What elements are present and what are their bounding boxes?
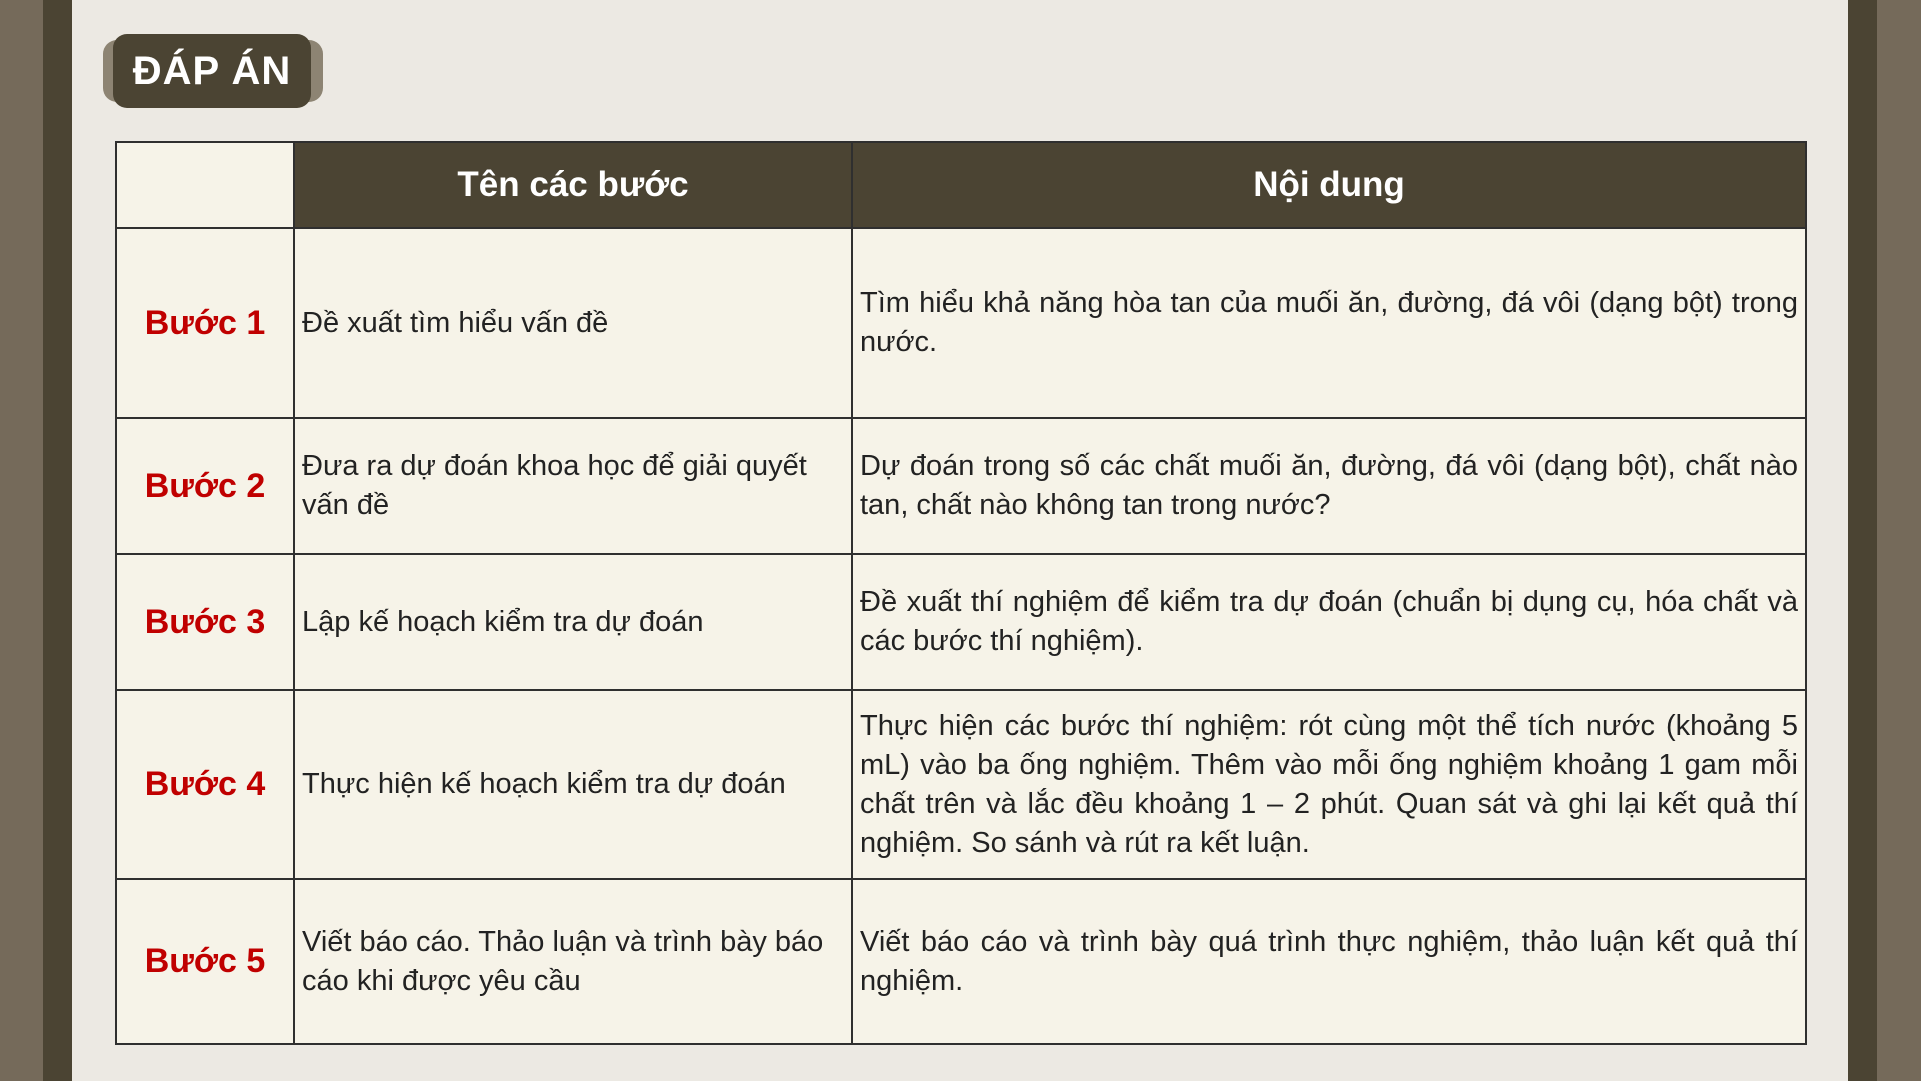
step-label: Bước 1: [116, 228, 294, 418]
header-step-name: Tên các bước: [294, 142, 852, 228]
step-content: Dự đoán trong số các chất muối ăn, đường, đá vôi (dạng bột), chất nào tan, chất nào không tan trong nước?: [852, 418, 1806, 554]
step-content: Đề xuất thí nghiệm để kiểm tra dự đoán (chuẩn bị dụng cụ, hóa chất và các bước thí nghiệm).: [852, 554, 1806, 690]
step-name: Viết báo cáo. Thảo luận và trình bày báo cáo khi được yêu cầu: [294, 879, 852, 1044]
table-row: [116, 554, 1806, 690]
table-row: [116, 690, 1806, 879]
frame-right-inner: [1848, 0, 1877, 1081]
step-content: Tìm hiểu khả năng hòa tan của muối ăn, đường, đá vôi (dạng bột) trong nước.: [852, 228, 1806, 418]
step-name: Thực hiện kế hoạch kiểm tra dự đoán: [294, 690, 852, 879]
header-content: Nội dung: [852, 142, 1806, 228]
frame-left-outer: [0, 0, 43, 1081]
frame-left-inner: [43, 0, 72, 1081]
table-row: [116, 228, 1806, 418]
step-name: Đề xuất tìm hiểu vấn đề: [294, 228, 852, 418]
table-header-row: [116, 142, 1806, 228]
step-name: Đưa ra dự đoán khoa học để giải quyết vấn đề: [294, 418, 852, 554]
step-content: Viết báo cáo và trình bày quá trình thực nghiệm, thảo luận kết quả thí nghiệm.: [852, 879, 1806, 1044]
steps-table: [115, 141, 1807, 1045]
frame-right-outer: [1877, 0, 1921, 1081]
step-name: Lập kế hoạch kiểm tra dự đoán: [294, 554, 852, 690]
table-row: [116, 418, 1806, 554]
step-content: Thực hiện các bước thí nghiệm: rót cùng một thể tích nước (khoảng 5 mL) vào ba ống nghiệm. Thêm vào mỗi ống nghiệm khoảng 1 gam mỗi chất trên và lắc đều khoảng 1 – 2 phút. Quan sát và ghi lại kết quả thí nghiệm. So sánh và rút ra kết luận.: [852, 690, 1806, 879]
step-label: Bước 3: [116, 554, 294, 690]
step-label: Bước 5: [116, 879, 294, 1044]
step-label: Bước 4: [116, 690, 294, 879]
header-blank-cell: [116, 142, 294, 228]
table-row: [116, 879, 1806, 1044]
step-label: Bước 2: [116, 418, 294, 554]
answer-badge: ĐÁP ÁN: [113, 34, 311, 108]
